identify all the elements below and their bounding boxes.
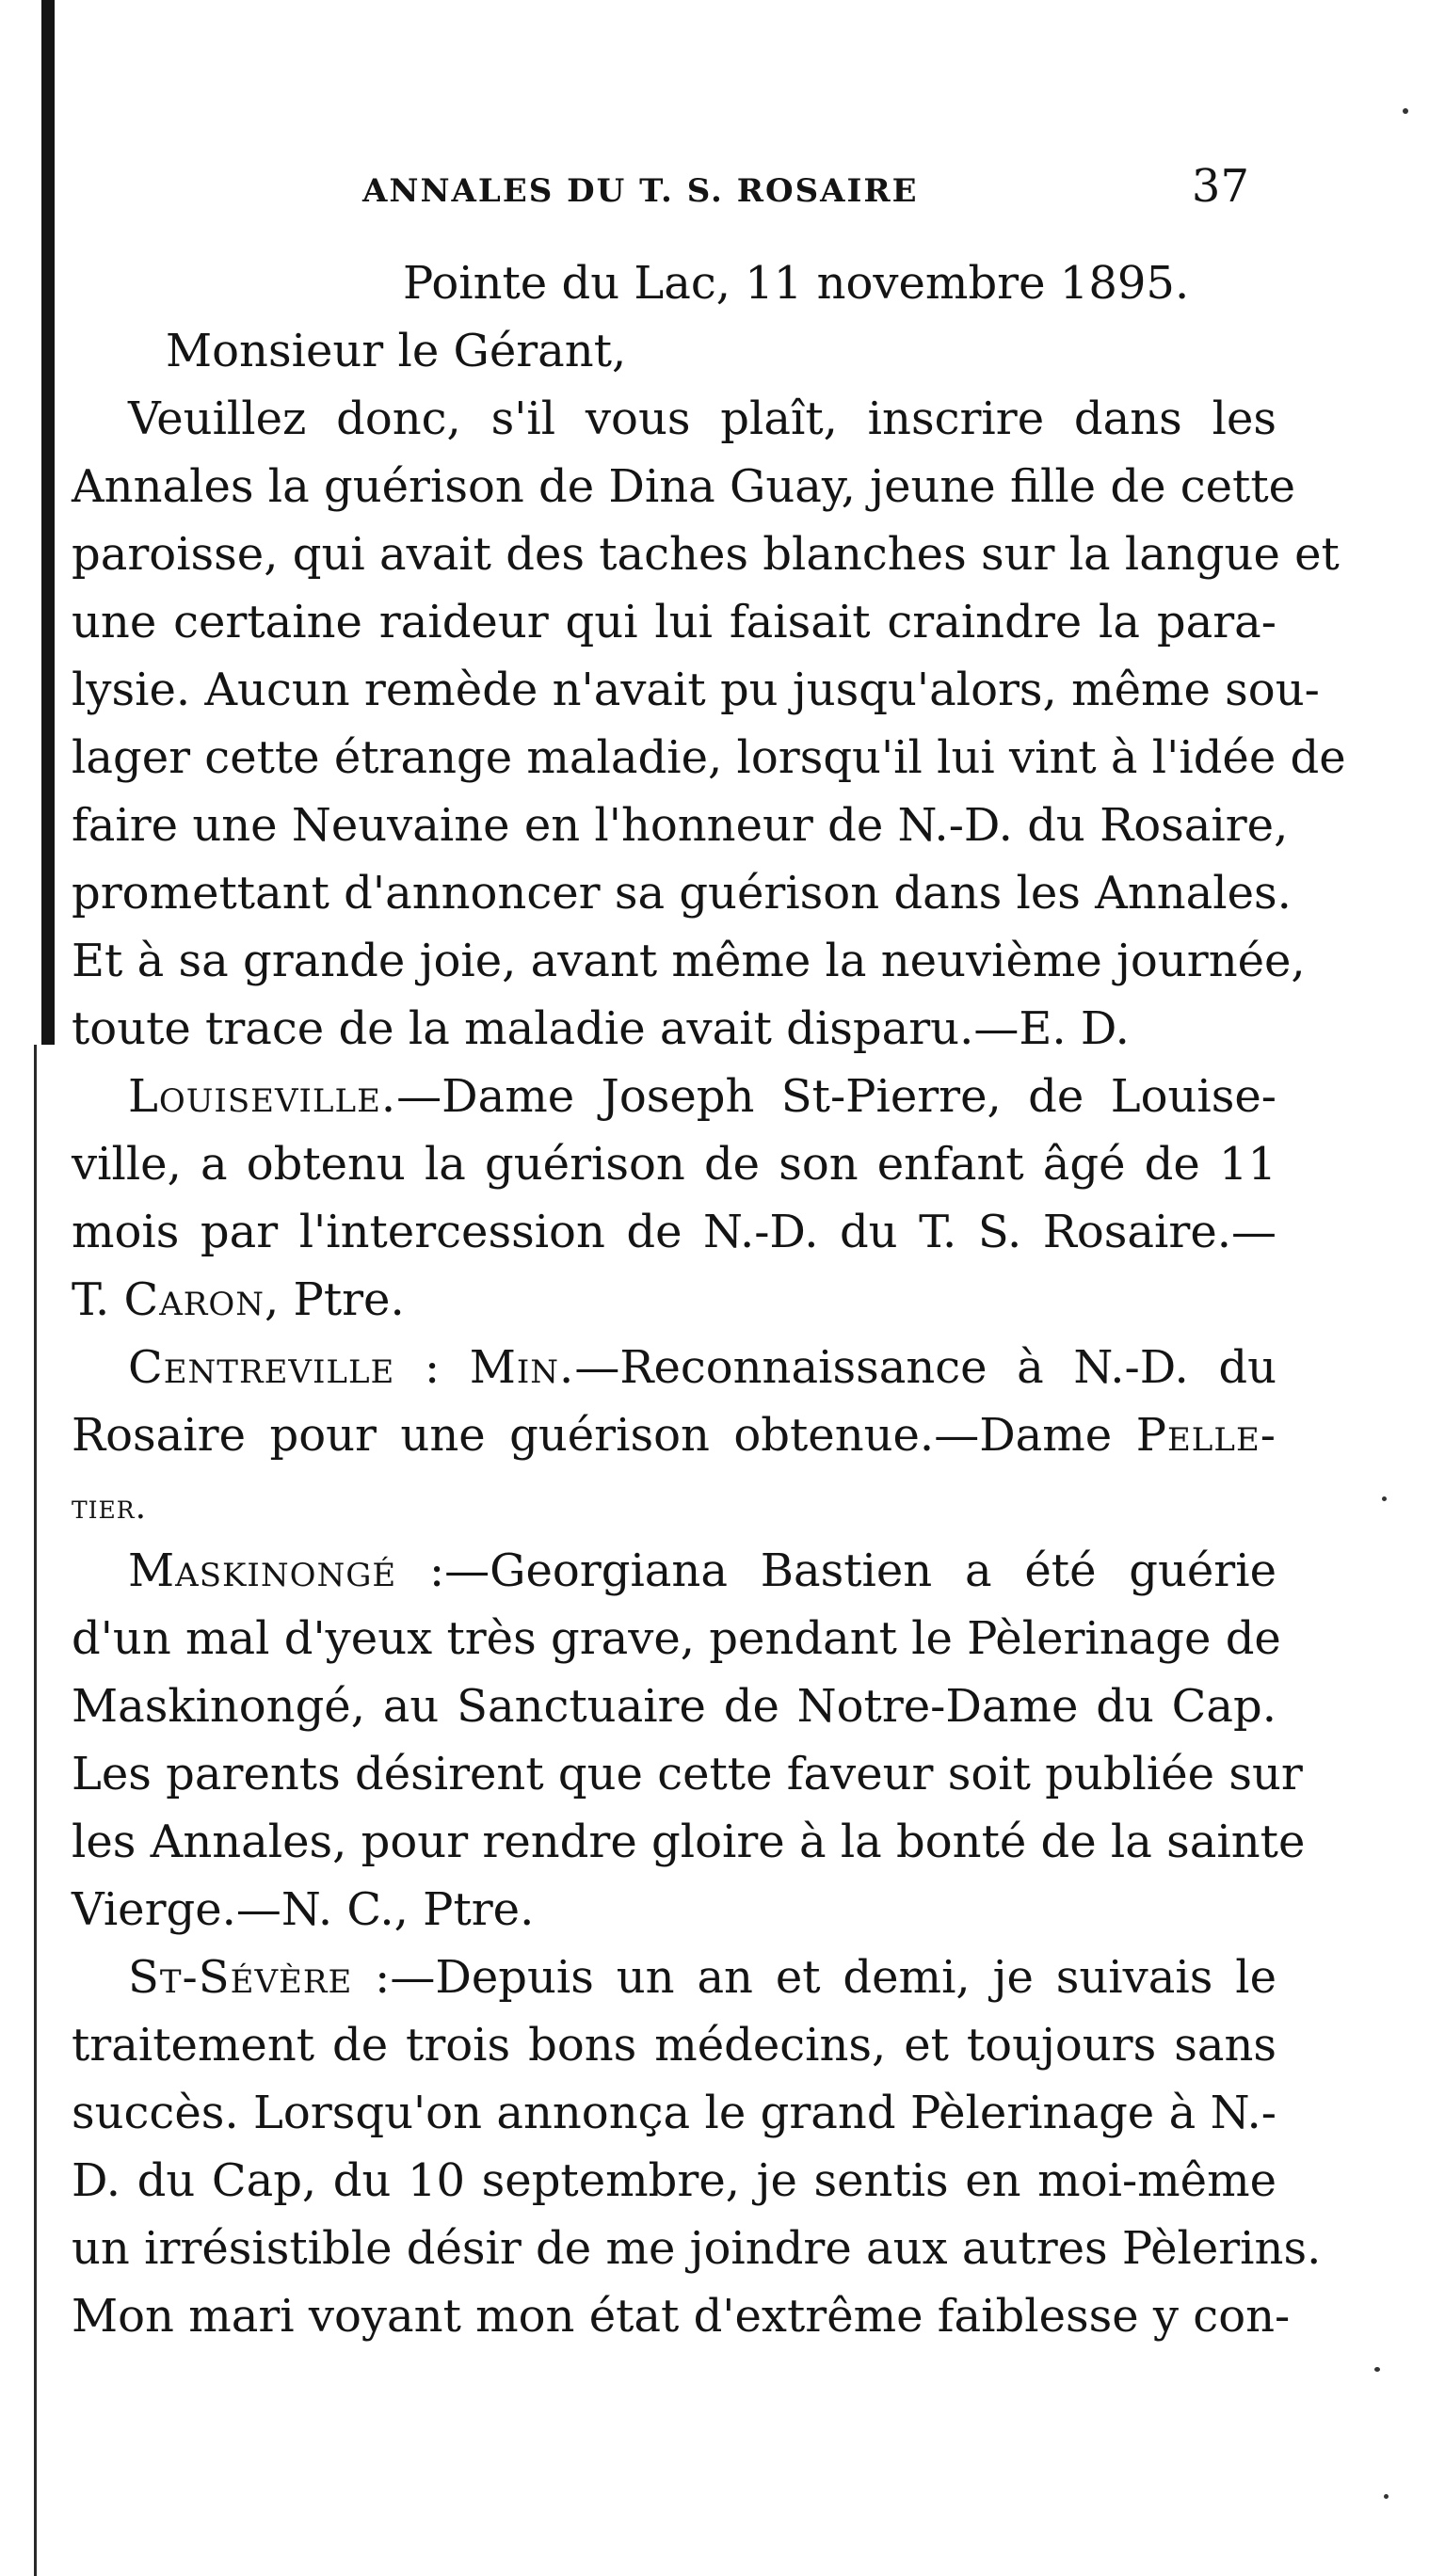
place-abbrev: Min. [469, 1341, 575, 1394]
entry-text: :—Depuis un an et demi, je suivais le [352, 1951, 1276, 2004]
binding-edge-shadow [41, 0, 55, 1045]
body-line: Veuillez donc, s'il vous plaît, inscrire dans les [128, 392, 1276, 445]
body-line: Les parents désirent que cette faveur soit publiée sur [72, 1748, 1303, 1800]
page-header [362, 160, 1257, 213]
body-line: Maskinongé, au Sanctuaire de Notre-Dame du Cap. [72, 1680, 1276, 1733]
scan-speck [1382, 1496, 1387, 1501]
signature-initial: T. [72, 1273, 124, 1326]
body-line: D. du Cap, du 10 septembre, je sentis en moi-même [72, 2154, 1276, 2207]
body-line: succès. Lorsqu'on annonça le grand Pèlerinage à N.- [72, 2087, 1276, 2139]
body-line: une certaine raideur qui lui faisait craindre la para- [72, 596, 1276, 648]
letter-salutation: Monsieur le Gérant, [166, 325, 627, 377]
body-line: Annales la guérison de Dina Guay, jeune fille de cette [72, 460, 1296, 513]
body-line: toute trace de la maladie avait disparu.—E. D. [72, 1002, 1130, 1055]
entry-first-line [72, 1063, 1276, 1130]
body-line: traitement de trois bons médecins, et toujours sans [72, 2019, 1276, 2072]
place-name: St-Sévère [128, 1951, 353, 2004]
entry-line [72, 1401, 1276, 1469]
entry-separator: : [394, 1341, 470, 1394]
body-line: Mon mari voyant mon état d'extrême faiblesse y con- [72, 2290, 1291, 2343]
body-line: paroisse, qui avait des taches blanches sur la langue et [72, 528, 1340, 581]
body-line: lysie. Aucun remède n'avait pu jusqu'alors, même sou- [72, 664, 1320, 716]
place-name: Centreville [128, 1341, 395, 1394]
entry-text: —Reconnaissance à N.-D. du [574, 1341, 1276, 1394]
entry-line [72, 1469, 1276, 1537]
body-line: promettant d'annoncer sa guérison dans les Annales. [72, 867, 1292, 920]
body-line: Vierge.—N. C., Ptre. [72, 1883, 535, 1936]
body-line: les Annales, pour rendre gloire à la bonté de la sainte [72, 1816, 1306, 1868]
body-line: un irrésistible désir de me joindre aux autres Pèlerins. [72, 2222, 1322, 2275]
running-head: ANNALES DU T. S. ROSAIRE [362, 172, 919, 210]
scan-speck [1403, 108, 1408, 114]
entry-text: —Dame Joseph St-Pierre, de Louise- [396, 1070, 1276, 1123]
page-body [72, 249, 1346, 2350]
body-line: Et à sa grande joie, avant même la neuvième journée, [72, 935, 1306, 987]
entry-text: Rosaire pour une guérison obtenue.—Dame [72, 1409, 1136, 1462]
body-line: lager cette étrange maladie, lorsqu'il lui vint à l'idée de [72, 731, 1346, 784]
entry-text: :—Georgiana Bastien a été guérie [396, 1544, 1276, 1597]
place-name: Louiseville. [128, 1070, 397, 1123]
signature-name: Caron [123, 1273, 265, 1326]
entry-first-line [72, 1537, 1276, 1605]
binding-edge-line [34, 1045, 37, 2576]
body-line: faire une Neuvaine en l'honneur de N.-D. du Rosaire, [72, 799, 1289, 852]
signature-title: , Ptre. [265, 1273, 405, 1326]
entry-first-line [72, 1334, 1276, 1401]
signature-name: Pelle- [1135, 1409, 1276, 1462]
entry-first-line [72, 1944, 1276, 2011]
page-number: 37 [1191, 160, 1249, 213]
scan-speck [1384, 2494, 1389, 2499]
scan-speck [1374, 2367, 1380, 2372]
body-line: mois par l'intercession de N.-D. du T. S. Rosaire.— [72, 1206, 1276, 1258]
signature-name: tier. [72, 1488, 148, 1527]
entry-signature [72, 1266, 1276, 1334]
body-line: d'un mal d'yeux très grave, pendant le Pèlerinage de [72, 1612, 1281, 1665]
body-line: ville, a obtenu la guérison de son enfant âgé de 11 [72, 1138, 1276, 1191]
letter-dateline: Pointe du Lac, 11 novembre 1895. [403, 257, 1190, 310]
place-name: Maskinongé [128, 1544, 397, 1597]
